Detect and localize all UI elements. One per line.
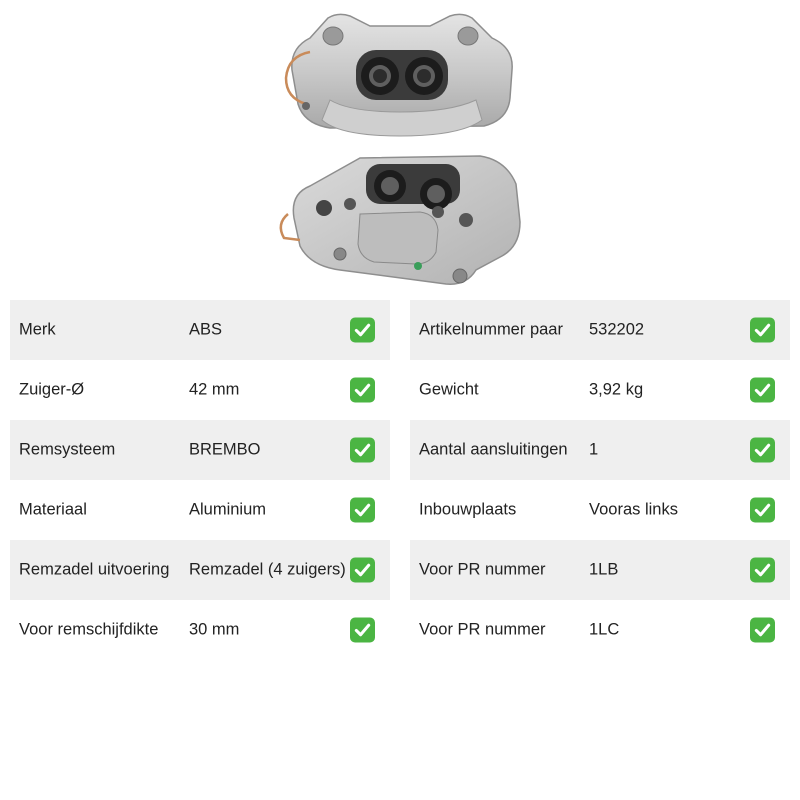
spec-row [410,540,790,600]
check-icon [750,318,775,343]
spec-value: Vooras links [589,500,678,519]
spec-label: Inbouwplaats [419,500,517,519]
spec-label: Merk [19,320,56,339]
spec-value: BREMBO [189,440,261,459]
spec-value: 1 [589,440,599,459]
spec-value: Aluminium [189,500,267,519]
spec-label: Zuiger-Ø [19,380,85,399]
spec-label: Artikelnummer paar [419,320,563,339]
check-icon [350,378,375,403]
check-icon [350,558,375,583]
check-icon [350,438,375,463]
spec-value: ABS [189,320,223,339]
spec-row [410,480,790,540]
product-image [270,8,530,292]
check-icon [750,378,775,403]
spec-value: 3,92 kg [589,380,644,399]
spec-row [10,600,390,660]
spec-row [10,360,390,420]
brake-caliper-illustration [270,8,530,292]
check-icon [350,618,375,643]
spec-label: Remsysteem [19,440,116,459]
spec-row [10,540,390,600]
spec-label: Voor remschijfdikte [19,620,159,639]
check-icon [350,498,375,523]
spec-row [410,300,790,360]
spec-row [410,420,790,480]
spec-value: 42 mm [189,380,240,399]
spec-value: 532202 [589,320,645,339]
spec-value: 30 mm [189,620,240,639]
spec-label: Aantal aansluitingen [419,440,568,459]
top-caliper [286,14,512,136]
check-icon [750,558,775,583]
check-icon [750,618,775,643]
spec-label: Gewicht [419,380,479,399]
check-icon [350,318,375,343]
spec-row [10,420,390,480]
spec-table-left [10,300,390,660]
check-icon [750,438,775,463]
bottom-caliper [281,156,520,284]
spec-row [410,600,790,660]
spec-label: Materiaal [19,500,87,519]
spec-label: Voor PR nummer [419,620,546,639]
spec-table-right [410,300,790,660]
spec-row [410,360,790,420]
spec-label: Remzadel uitvoering [19,560,170,579]
spec-row [10,480,390,540]
check-icon [750,498,775,523]
spec-row [10,300,390,360]
spec-value: 1LB [589,560,619,579]
spec-label: Voor PR nummer [419,560,546,579]
spec-value: Remzadel (4 zuigers) [189,560,346,579]
spec-value: 1LC [589,620,620,639]
